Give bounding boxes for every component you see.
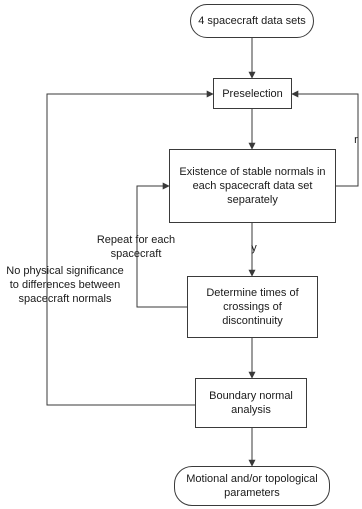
boundary-node: Boundary normal analysis <box>195 378 307 428</box>
end-node: Motional and/or topological parameters <box>174 466 330 506</box>
preselection-node: Preselection <box>213 78 292 109</box>
yes-label: y <box>251 242 257 254</box>
no-physical-significance-label: No physical significance to differences between spacecraft normals <box>6 265 124 305</box>
no-label: r <box>354 134 358 146</box>
determine-node: Determine times of crossings of discontinuity <box>187 276 318 338</box>
start-node: 4 spacecraft data sets <box>190 4 314 38</box>
existence-node: Existence of stable normals in each spacecraft data set separately <box>169 149 336 223</box>
repeat-label: Repeat for each spacecraft <box>96 234 176 260</box>
